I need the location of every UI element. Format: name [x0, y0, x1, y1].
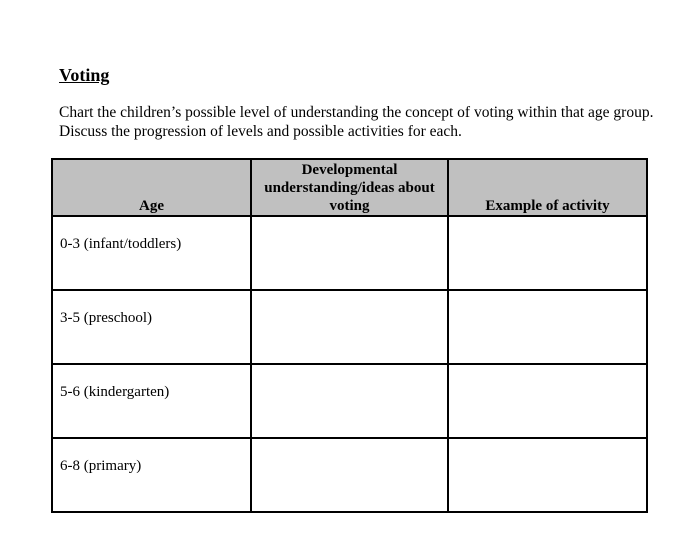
instructions-text: Chart the children’s possible level of understanding the concept of voting within that age group. Discuss the progression of levels and possible activities for each. [59, 104, 654, 140]
header-developmental: Developmental understanding/ideas about voting [251, 159, 448, 216]
developmental-cell[interactable] [251, 438, 448, 512]
developmental-cell[interactable] [251, 216, 448, 290]
table-header-row [52, 159, 647, 216]
age-cell: 0-3 (infant/toddlers) [52, 216, 251, 290]
age-cell: 6-8 (primary) [52, 438, 251, 512]
developmental-cell[interactable] [251, 290, 448, 364]
activity-cell[interactable] [448, 290, 647, 364]
voting-chart-table [51, 158, 648, 513]
activity-cell[interactable] [448, 438, 647, 512]
page-title: Voting [59, 65, 110, 85]
table-row [52, 216, 647, 290]
age-cell: 5-6 (kindergarten) [52, 364, 251, 438]
header-activity: Example of activity [448, 159, 647, 216]
header-age: Age [52, 159, 251, 216]
developmental-cell[interactable] [251, 364, 448, 438]
table-row [52, 364, 647, 438]
activity-cell[interactable] [448, 216, 647, 290]
age-cell: 3-5 (preschool) [52, 290, 251, 364]
table-row [52, 290, 647, 364]
table-row [52, 438, 647, 512]
activity-cell[interactable] [448, 364, 647, 438]
